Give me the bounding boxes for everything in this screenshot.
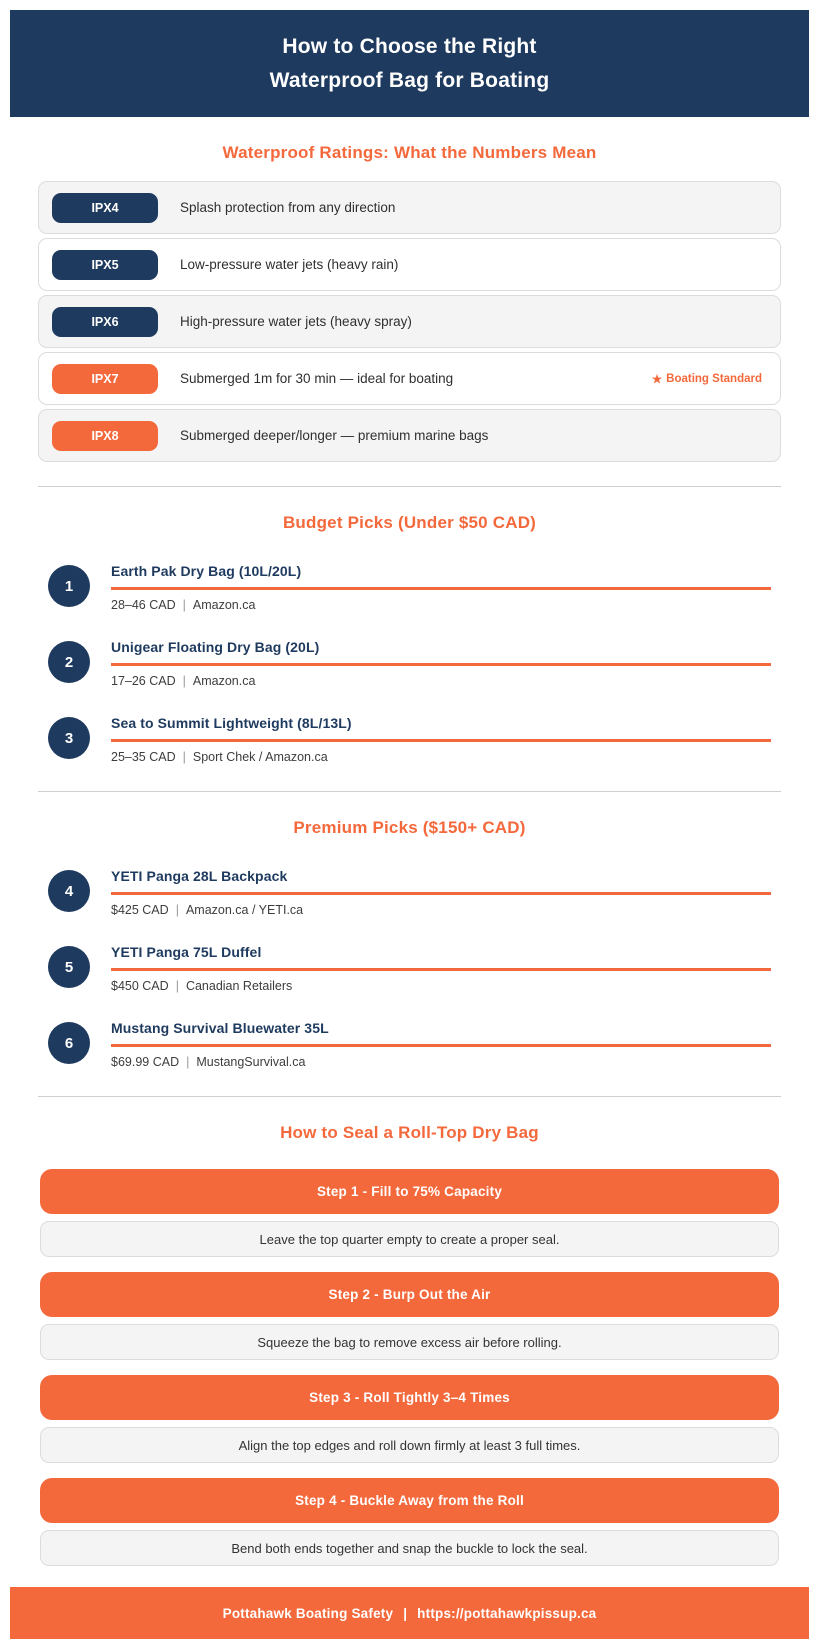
- budget-picks-heading: Budget Picks (Under $50 CAD): [282, 513, 537, 532]
- item-price: $450 CAD: [111, 979, 169, 993]
- step-3-description: Align the top edges and roll down firmly at least 3 full times.: [40, 1427, 779, 1463]
- list-item: [48, 563, 771, 612]
- budget-picks-list: [48, 563, 771, 764]
- step-3-title-bar: Step 3 - Roll Tightly 3–4 Times: [40, 1375, 779, 1420]
- section-divider: [38, 486, 781, 487]
- list-item: [48, 715, 771, 764]
- meta-separator: |: [182, 674, 186, 688]
- seal-steps-heading: How to Seal a Roll-Top Dry Bag: [280, 1123, 539, 1142]
- section-divider: [38, 791, 781, 792]
- page-footer: [10, 1587, 809, 1639]
- rating-row-ipx4: [38, 181, 781, 234]
- meta-separator: |: [182, 598, 186, 612]
- footer-url: https://pottahawkpissup.ca: [417, 1605, 597, 1621]
- step-1-title-bar: Step 1 - Fill to 75% Capacity: [40, 1169, 779, 1214]
- rating-row-ipx7: [38, 352, 781, 405]
- list-item: [48, 1020, 771, 1069]
- rating-description: Low-pressure water jets (heavy rain): [180, 257, 399, 272]
- item-number-badge: 4: [48, 870, 90, 912]
- footer-brand: Pottahawk Boating Safety: [222, 1605, 394, 1621]
- page-title-line2: Waterproof Bag for Boating: [269, 68, 550, 92]
- step-4-title-bar: Step 4 - Buckle Away from the Roll: [40, 1478, 779, 1523]
- ipx8-badge: IPX8: [52, 421, 158, 451]
- item-title: Unigear Floating Dry Bag (20L): [111, 639, 771, 666]
- item-number-badge: 5: [48, 946, 90, 988]
- item-meta: [111, 598, 771, 612]
- item-retailer: Canadian Retailers: [185, 979, 293, 993]
- item-title: Earth Pak Dry Bag (10L/20L): [111, 563, 771, 590]
- budget-picks-section: [0, 513, 819, 764]
- item-price: $425 CAD: [111, 903, 169, 917]
- premium-picks-section: [0, 818, 819, 1069]
- item-body: [111, 639, 771, 688]
- step-4-description: Bend both ends together and snap the buckle to lock the seal.: [40, 1530, 779, 1566]
- ipx6-badge: IPX6: [52, 307, 158, 337]
- step-1-description: Leave the top quarter empty to create a proper seal.: [40, 1221, 779, 1257]
- item-price: 28–46 CAD: [111, 598, 176, 612]
- item-meta: [111, 979, 771, 993]
- step-1-block: [40, 1169, 779, 1257]
- item-title: YETI Panga 75L Duffel: [111, 944, 771, 971]
- item-retailer: MustangSurvival.ca: [196, 1055, 306, 1069]
- item-body: [111, 944, 771, 993]
- step-4-block: [40, 1478, 779, 1566]
- seal-steps-list: [40, 1169, 779, 1566]
- star-icon: ★: [651, 373, 663, 386]
- ratings-list: [38, 181, 781, 462]
- rating-row-ipx8: [38, 409, 781, 462]
- item-meta: [111, 750, 771, 764]
- rating-row-ipx6: [38, 295, 781, 348]
- meta-separator: |: [175, 903, 179, 917]
- item-title: YETI Panga 28L Backpack: [111, 868, 771, 895]
- item-price: 25–35 CAD: [111, 750, 176, 764]
- item-number-badge: 2: [48, 641, 90, 683]
- meta-separator: |: [182, 750, 186, 764]
- item-retailer: Sport Chek / Amazon.ca: [192, 750, 328, 764]
- item-body: [111, 563, 771, 612]
- rating-description: High-pressure water jets (heavy spray): [180, 314, 412, 329]
- step-3-block: [40, 1375, 779, 1463]
- item-title: Mustang Survival Bluewater 35L: [111, 1020, 771, 1047]
- meta-separator: |: [175, 979, 179, 993]
- step-2-block: [40, 1272, 779, 1360]
- page-title: [270, 30, 550, 97]
- rating-description: Submerged deeper/longer — premium marine bags: [180, 428, 489, 443]
- meta-separator: |: [186, 1055, 190, 1069]
- item-body: [111, 715, 771, 764]
- item-meta: [111, 674, 771, 688]
- ipx7-badge: IPX7: [52, 364, 158, 394]
- item-meta: [111, 1055, 771, 1069]
- item-title: Sea to Summit Lightweight (8L/13L): [111, 715, 771, 742]
- page-title-line1: How to Choose the Right: [282, 34, 537, 58]
- list-item: [48, 944, 771, 993]
- premium-picks-heading: Premium Picks ($150+ CAD): [293, 818, 526, 837]
- item-number-badge: 6: [48, 1022, 90, 1064]
- rating-description: Splash protection from any direction: [180, 200, 396, 215]
- boating-standard-label: Boating Standard: [666, 372, 762, 385]
- boating-standard-note: [652, 372, 762, 386]
- footer-separator: |: [403, 1605, 408, 1621]
- item-body: [111, 868, 771, 917]
- step-2-description: Squeeze the bag to remove excess air before rolling.: [40, 1324, 779, 1360]
- item-retailer: Amazon.ca: [192, 598, 256, 612]
- item-meta: [111, 903, 771, 917]
- list-item: [48, 868, 771, 917]
- section-divider: [38, 1096, 781, 1097]
- item-price: $69.99 CAD: [111, 1055, 180, 1069]
- premium-picks-list: [48, 868, 771, 1069]
- ratings-heading: Waterproof Ratings: What the Numbers Mean: [222, 143, 597, 162]
- seal-steps-section: [0, 1123, 819, 1566]
- item-retailer: Amazon.ca: [192, 674, 256, 688]
- list-item: [48, 639, 771, 688]
- ipx4-badge: IPX4: [52, 193, 158, 223]
- item-body: [111, 1020, 771, 1069]
- rating-row-ipx5: [38, 238, 781, 291]
- ipx5-badge: IPX5: [52, 250, 158, 280]
- step-2-title-bar: Step 2 - Burp Out the Air: [40, 1272, 779, 1317]
- item-number-badge: 1: [48, 565, 90, 607]
- page-header: [10, 10, 809, 117]
- item-price: 17–26 CAD: [111, 674, 176, 688]
- item-retailer: Amazon.ca / YETI.ca: [185, 903, 304, 917]
- rating-description: Submerged 1m for 30 min — ideal for boating: [180, 371, 454, 386]
- item-number-badge: 3: [48, 717, 90, 759]
- ratings-section: [0, 143, 819, 462]
